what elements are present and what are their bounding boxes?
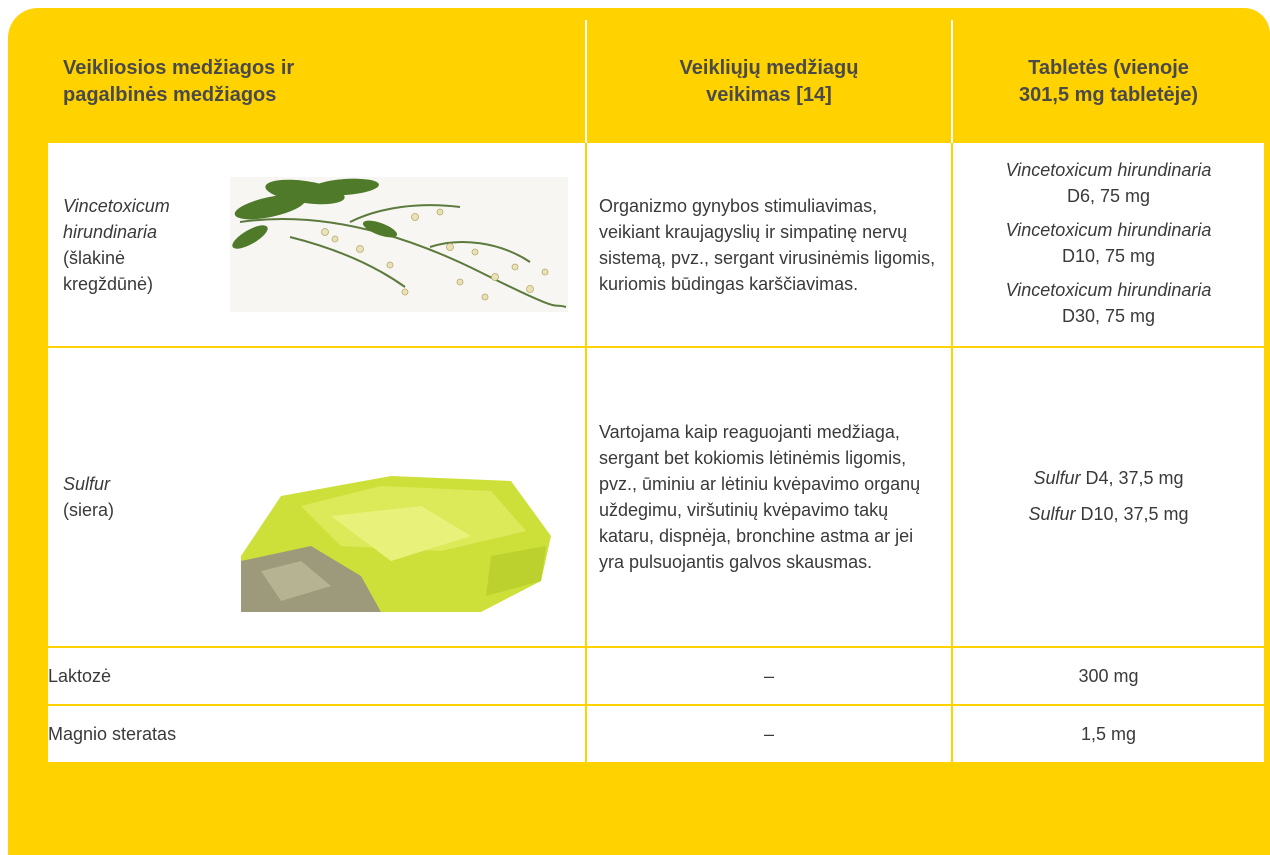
dose-entry — [953, 501, 1264, 527]
dose-cell: 300 mg — [952, 647, 1264, 705]
effect-cell: – — [586, 705, 952, 763]
dose-entry — [953, 277, 1264, 329]
substance-local-name: (siera) — [63, 500, 115, 520]
substance-cell: Laktozė — [48, 647, 586, 705]
sulfur-crystal-photo — [241, 476, 564, 612]
dose-latin: Vincetoxicum hirundinaria — [1005, 280, 1212, 300]
dose-entry — [953, 465, 1264, 491]
effect-cell — [586, 143, 952, 347]
effect-text: Vartojama kaip reaguojanti medžiaga, sergant bet kokiomis lėtinėmis ligomis, pvz., ūminiu ar lėtiniu kvėpavimo organų uždegimu, viršutinių kvėpavimo takų kataru, dispnėja, bronchine astma ar jei yra pulsuojantis galvos skausmas. — [599, 422, 921, 572]
substance-cell — [48, 347, 586, 647]
dose-amount: D6, 75 mg — [1066, 186, 1151, 206]
dose-latin: Sulfur — [1033, 468, 1081, 488]
substance-cell: Magnio steratas — [48, 705, 586, 763]
dose-cell — [952, 143, 1264, 347]
effect-text: Organizmo gynybos stimuliavimas, veikiant kraujagyslių ir simpatinę nervų sistemą, pvz., sergant virusinėmis ligomis, kuriomis būdingas karščiavimas. — [599, 195, 936, 294]
header-action-text: Veikliųjų medžiagų veikimas [14] — [679, 56, 859, 106]
dose-latin: Vincetoxicum hirundinaria — [1005, 160, 1212, 180]
header-tablets — [952, 20, 1264, 143]
table-row — [48, 705, 1264, 763]
header-substances — [48, 20, 586, 143]
dose-entry — [953, 217, 1264, 269]
table-row — [48, 647, 1264, 705]
header-tablets-text: Tabletės (vienoje 301,5 mg tabletėje) — [1019, 56, 1198, 106]
substance-latin-name: Sulfur — [63, 474, 111, 494]
dose-amount: D10, 37,5 mg — [1080, 504, 1189, 524]
dose-amount: D30, 75 mg — [1061, 306, 1156, 326]
dose-latin: Sulfur — [1028, 504, 1076, 524]
dose-entry — [953, 157, 1264, 209]
table-header-row — [48, 20, 1264, 143]
table-row — [48, 143, 1264, 347]
header-substances-text: Veikliosios medžiagos ir pagalbinės medžiagos — [63, 56, 295, 106]
plant-photo — [230, 177, 568, 312]
dose-cell — [952, 347, 1264, 647]
dose-amount: D4, 37,5 mg — [1085, 468, 1184, 488]
header-action — [586, 20, 952, 143]
effect-cell: – — [586, 647, 952, 705]
substance-local-name: (šlakinė kregždūnė) — [63, 247, 154, 294]
substance-cell — [48, 143, 586, 347]
ingredients-table — [48, 20, 1264, 764]
dose-cell: 1,5 mg — [952, 705, 1264, 763]
effect-cell — [586, 347, 952, 647]
substance-latin-name: Vincetoxicum hirundinaria — [63, 195, 170, 242]
table-row — [48, 347, 1264, 647]
dose-amount: D10, 75 mg — [1061, 246, 1156, 266]
dose-latin: Vincetoxicum hirundinaria — [1005, 220, 1212, 240]
